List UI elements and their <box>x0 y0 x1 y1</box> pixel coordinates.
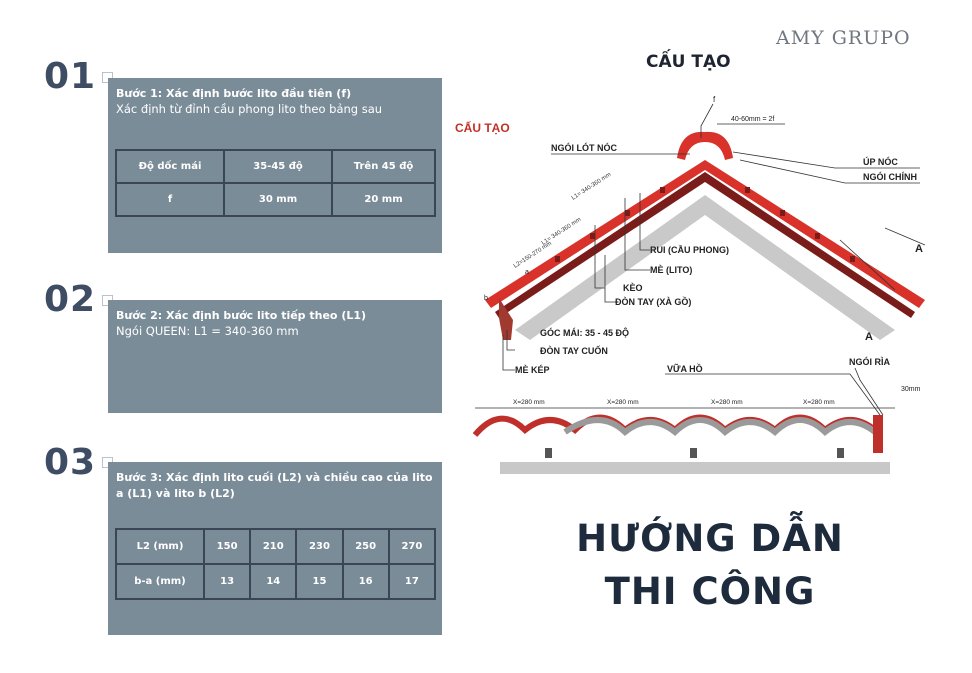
step-1-desc: Xác định từ đỉnh cầu phong lito theo bảng sau <box>116 102 383 116</box>
table-cell: 270 <box>389 529 435 564</box>
step-2-panel <box>108 300 442 413</box>
table-cell: b-a (mm) <box>116 564 204 599</box>
table-cell: f <box>116 183 224 216</box>
table-cell: 13 <box>204 564 250 599</box>
step-1-number: 01 <box>44 56 97 97</box>
table-row <box>116 529 435 564</box>
label-gap: 40-60mm = 2f <box>731 116 775 123</box>
table-cell: Trên 45 độ <box>332 150 435 183</box>
edge-tile <box>873 415 883 453</box>
step-2-number: 02 <box>44 279 97 320</box>
lito-table <box>115 528 436 600</box>
title-line-2: THI CÔNG <box>604 570 816 613</box>
table-cell: 35-45 độ <box>224 150 332 183</box>
step-1-title: Bước 1: Xác định bước lito đầu tiên (f) <box>116 87 352 100</box>
label-don-tay-cuon: ĐÒN TAY CUỐN <box>540 346 608 356</box>
label-ngoi-ria: NGÓI RÌA <box>849 357 891 367</box>
base-beam <box>500 462 890 474</box>
slope-table <box>115 149 436 217</box>
table-row <box>116 564 435 599</box>
step-2-desc: Ngói QUEEN: L1 = 340-360 mm <box>116 324 299 338</box>
step-1-panel <box>108 78 442 253</box>
table-row <box>116 150 435 183</box>
label-a: a <box>525 269 529 276</box>
table-cell: 230 <box>296 529 342 564</box>
diagram-watermark-heading: CẤU TẠO <box>455 121 510 135</box>
label-x-spacing-3: X=280 mm <box>711 399 743 406</box>
label-ngoi-chinh: NGÓI CHÍNH <box>863 172 917 182</box>
table-cell: 250 <box>343 529 389 564</box>
step-3-title-line2: a (L1) và lito b (L2) <box>116 487 235 500</box>
title-line-1: HƯỚNG DẪN <box>576 517 844 560</box>
table-cell: 17 <box>389 564 435 599</box>
table-cell: 20 mm <box>332 183 435 216</box>
diagram-heading: CẤU TẠO <box>646 52 731 72</box>
ridge-cap <box>677 132 733 160</box>
step-3-panel <box>108 462 442 635</box>
label-ngoi-lot-noc: NGÓI LÓT NÓC <box>551 143 617 153</box>
step-2-title: Bước 2: Xác định bước lito tiếp theo (L1) <box>116 309 367 322</box>
label-f: f <box>713 95 716 104</box>
table-cell: 16 <box>343 564 389 599</box>
table-cell: 30 mm <box>224 183 332 216</box>
roof-structure-diagram <box>455 90 955 490</box>
label-goc-mai: GÓC MÁI: 35 - 45 ĐỘ <box>540 328 630 338</box>
label-a-bottom: A <box>865 331 873 343</box>
table-cell: 14 <box>250 564 296 599</box>
table-cell: L2 (mm) <box>116 529 204 564</box>
table-cell: Độ dốc mái <box>116 150 224 183</box>
label-rui: RUI (CẦU PHONG) <box>650 245 729 255</box>
label-l1-first: L1= 340-360 mm <box>540 216 583 247</box>
lito-blocks <box>545 448 844 458</box>
label-x-spacing-2: X=280 mm <box>607 399 639 406</box>
table-cell: 210 <box>250 529 296 564</box>
label-me: MÈ (LITO) <box>650 265 693 275</box>
label-30mm: 30mm <box>901 386 921 393</box>
brand-logo: AMY GRUPO <box>776 27 911 49</box>
label-don-tay: ĐÒN TAY (XÀ GỒ) <box>615 297 692 307</box>
table-cell: 15 <box>296 564 342 599</box>
label-x-spacing-4: X=280 mm <box>803 399 835 406</box>
step-3-title: Bước 3: Xác định lito cuối (L2) và chiều cao của lito <box>116 471 433 484</box>
label-up-noc: ÚP NÓC <box>863 157 898 167</box>
label-l2: L2=150-270 mm <box>512 240 553 270</box>
label-x-spacing-1: X=280 mm <box>513 399 545 406</box>
label-b: b <box>484 295 488 302</box>
label-keo: KÈO <box>623 283 643 293</box>
table-row <box>116 183 435 216</box>
label-a-top: A <box>915 243 923 255</box>
table-cell: 150 <box>204 529 250 564</box>
step-3-number: 03 <box>44 442 97 483</box>
label-vua-ho: VỮA HỒ <box>667 364 703 374</box>
label-me-kep: MÈ KÉP <box>515 365 550 375</box>
label-l1-second: L1= 340-360 mm <box>570 171 613 202</box>
